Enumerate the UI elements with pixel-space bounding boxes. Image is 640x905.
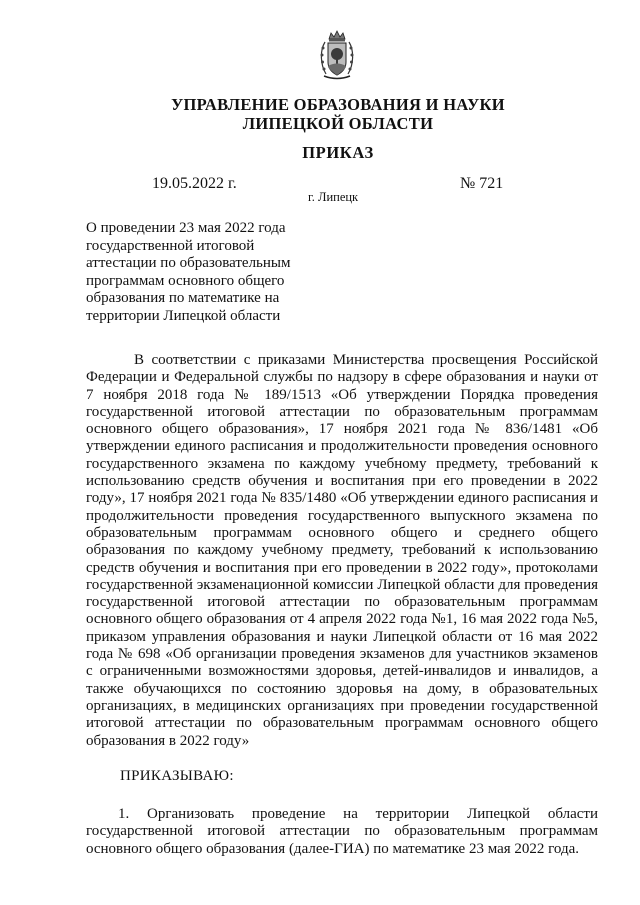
order-preamble — [86, 352, 598, 750]
subject-line: О проведении 23 мая 2022 года — [86, 220, 286, 236]
document-type-title: ПРИКАЗ — [302, 143, 374, 162]
organization-name — [0, 95, 640, 133]
subject-line: программам основного общего — [86, 272, 285, 289]
org-line-2: ЛИПЕЦКОЙ ОБЛАСТИ — [242, 114, 434, 133]
order-subject — [86, 220, 316, 326]
org-line-1: УПРАВЛЕНИЕ ОБРАЗОВАНИЯ И НАУКИ — [171, 95, 505, 114]
order-item-1 — [86, 806, 598, 858]
lipetsk-coat-of-arms-icon — [318, 30, 356, 82]
order-number: № 721 — [460, 175, 504, 192]
subject-line: государственной итоговой — [86, 237, 255, 254]
order-date: 19.05.2022 г. — [152, 175, 237, 192]
subject-line: территории Липецкой области — [86, 307, 281, 324]
subject-line: образования по математике на — [86, 290, 280, 307]
preamble-paragraph: В соответствии с приказами Министерства просвещения Российской Федерации и Федеральной службы по надзору в сфере образования и науки от 7 ноября 2018 года № 189/1513 «Об утверждении Порядка проведения государственной итоговой аттестации по образовательным программам основного общего образования», 17 ноября 2021 года № 836/1481 «Об утверждении единого расписания и продолжительности проведения основного государственного экзамена по каждому учебному предмету, требований к использованию средств обучения и воспитания при его проведении в 2022 году», 17 ноября 2021 года № 835/1480 «Об утверждении единого расписания и продолжительности проведения государственного выпускного экзамена по образовательным программам основного общего и среднего общего образования по каждому учебному предмету, требований к использованию средств обучения и воспитания при его проведении в 2022 году», протоколами государственной экзаменационной комиссии Липецкой области для проведения государственной итоговой аттестации по образовательным программам основного общего образования от 4 апреля 2022 года №1, 16 мая 2022 года №5, приказом управления образования и науки Липецкой области от 16 мая 2022 года № 698 «Об организации проведения экзаменов для участников экзаменов с ограниченными возможностями здоровья, детей-инвалидов и инвалидов, а также обучающихся по состоянию здоровья на дому, в образовательных организациях, в медицинских организациях при проведении государственной итоговой аттестации по образовательным программам основного общего образования в 2022 году» — [86, 352, 598, 749]
order-directive-word: ПРИКАЗЫВАЮ: — [120, 768, 234, 784]
order-city: г. Липецк — [308, 190, 359, 204]
subject-line: аттестации по образовательным — [86, 255, 291, 272]
item-1-paragraph: 1. Организовать проведение на территории Липецкой области государственной итоговой аттестации по образовательным программам основного общего образования (далее-ГИА) по математике 23 мая 2022 года. — [86, 806, 598, 857]
